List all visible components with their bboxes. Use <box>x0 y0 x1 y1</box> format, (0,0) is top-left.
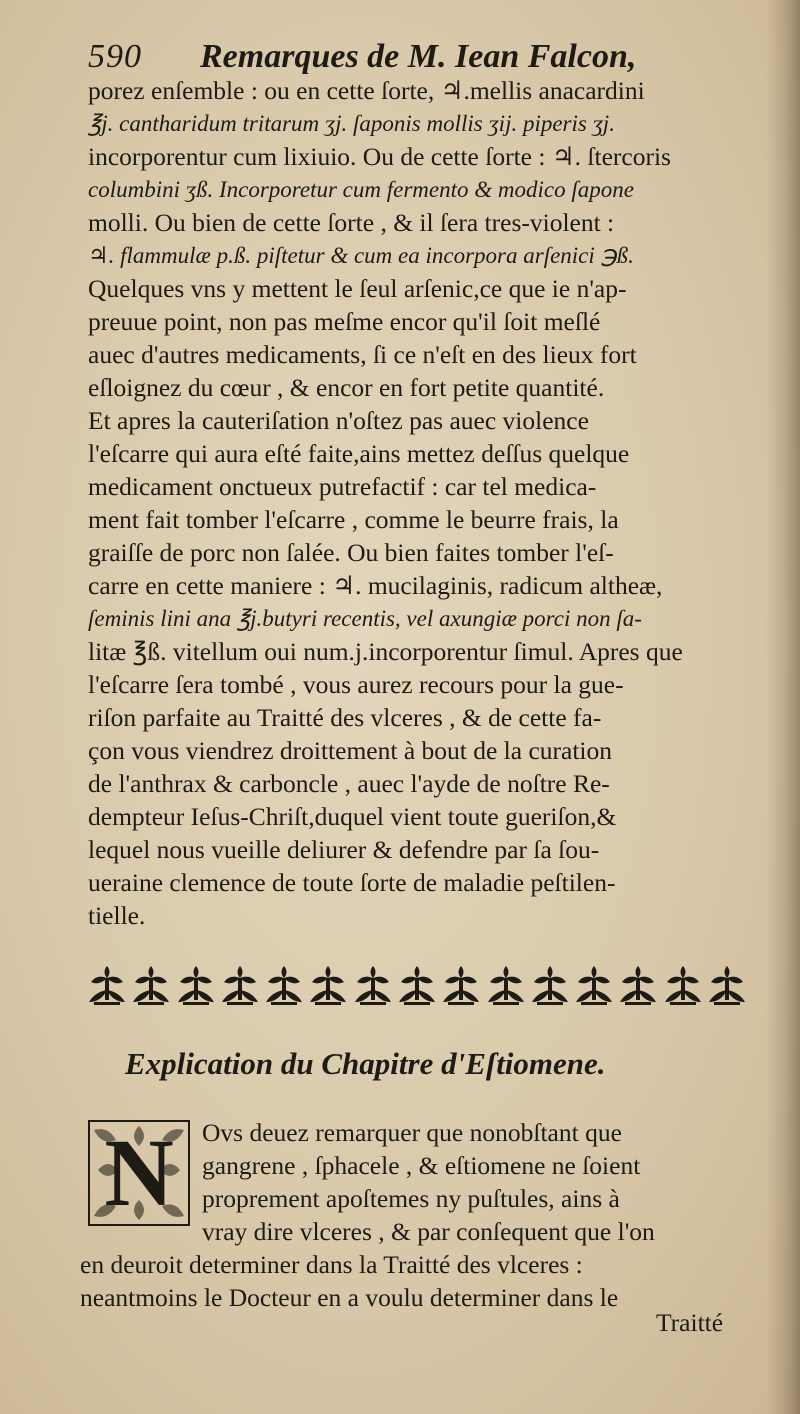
text-line: dempteur Ieſus-Chriſt,duquel vient toute gueriſon,& <box>88 802 617 831</box>
ornament-band <box>86 962 748 1010</box>
fleuron-icon <box>396 964 438 1008</box>
text-line: lequel nous vueille deliurer & defendre par ſa ſou- <box>88 835 600 864</box>
text-line: graiſſe de porc non ſalée. Ou bien faites tomber l'eſ- <box>88 538 614 567</box>
text-line: Et apres la cauteriſation n'oſtez pas auec violence <box>88 406 589 435</box>
fleuron-icon <box>485 964 527 1008</box>
text-line: ℥j. cantharidum tritarum ʒj. ſaponis mollis ʒij. piperis ʒj. <box>88 111 615 136</box>
text-line: molli. Ou bien de cette ſorte , & il ſera tres-violent : <box>88 208 615 237</box>
page-gutter-shadow <box>766 0 800 1414</box>
body-text-top <box>88 74 750 932</box>
fleuron-icon <box>175 964 217 1008</box>
catchword: Traitté <box>656 1308 724 1337</box>
section-title: Explication du Chapitre d'Eſtiomene. <box>125 1046 606 1081</box>
text-line: vray dire vlceres , & par conſequent que l'on <box>202 1217 655 1246</box>
dropcap-letter: N <box>104 1119 174 1226</box>
text-line: proprement apoſtemes ny puſtules, ains à <box>202 1184 620 1213</box>
text-line: de l'anthrax & carboncle , auec l'ayde de noſtre Re- <box>88 769 610 798</box>
decorated-initial <box>88 1120 190 1226</box>
running-head: Remarques de M. Iean Falcon, <box>200 38 637 75</box>
text-line: carre en cette maniere : ♃. mucilaginis, radicum altheæ, <box>88 571 663 600</box>
text-line: riſon parfaite au Traitté des vlceres , & de cette fa- <box>88 703 602 732</box>
fleuron-icon <box>352 964 394 1008</box>
text-line: columbini ʒß. Incorporetur cum fermento & modico ſapone <box>88 177 634 202</box>
text-line: auec d'autres medicaments, ſi ce n'eſt en des lieux fort <box>88 340 637 369</box>
text-line: eſloignez du cœur , & encor en fort petite quantité. <box>88 373 605 402</box>
text-line: neantmoins le Docteur en a voulu determiner dans le <box>80 1283 619 1312</box>
fleuron-icon <box>529 964 571 1008</box>
fleuron-icon <box>263 964 305 1008</box>
text-line: incorporentur cum lixiuio. Ou de cette ſorte : ♃. ſtercoris <box>88 142 671 171</box>
fleuron-icon <box>440 964 482 1008</box>
fleuron-icon <box>219 964 261 1008</box>
fleuron-icon <box>307 964 349 1008</box>
text-line: ♃. flammulæ p.ß. piſtetur & cum ea incorpora arſenici ℈ß. <box>88 243 634 268</box>
text-line: Ovs deuez remarquer que nonobſtant que <box>202 1118 622 1147</box>
text-line: tielle. <box>88 901 146 930</box>
fleuron-icon <box>130 964 172 1008</box>
body-text-indented <box>202 1116 750 1248</box>
text-line: litæ ℥ß. vitellum oui num.j.incorporentur ſimul. Apres que <box>88 637 683 666</box>
text-line: ſeminis lini ana ℥j.butyri recentis, vel axungiæ porci non ſa- <box>88 606 642 631</box>
text-line: porez enſemble : ou en cette ſorte, ♃.mellis anacardini <box>88 76 645 105</box>
text-line: ueraine clemence de toute ſorte de maladie peſtilen- <box>88 868 616 897</box>
page-number: 590 <box>88 38 142 75</box>
text-line: l'eſcarre ſera tombé , vous aurez recours pour la gue- <box>88 670 624 699</box>
fleuron-icon <box>573 964 615 1008</box>
fleuron-icon <box>706 964 748 1008</box>
text-line: çon vous viendrez droittement à bout de la curation <box>88 736 612 765</box>
fleuron-icon <box>617 964 659 1008</box>
text-line: ment fait tomber l'eſcarre , comme le beurre frais, la <box>88 505 619 534</box>
fleuron-icon <box>86 964 128 1008</box>
text-line: Quelques vns y mettent le ſeul arſenic,ce que ie n'ap- <box>88 274 627 303</box>
fleuron-icon <box>662 964 704 1008</box>
text-line: en deuroit determiner dans la Traitté des vlceres : <box>80 1250 583 1279</box>
body-text-bottom <box>80 1248 750 1314</box>
text-line: preuue point, non pas meſme encor qu'il ſoit meſlé <box>88 307 601 336</box>
text-line: medicament onctueux putrefactif : car tel medica- <box>88 472 597 501</box>
text-line: gangrene , ſphacele , & eſtiomene ne ſoient <box>202 1151 641 1180</box>
text-line: l'eſcarre qui aura eſté faite,ains mettez deſſus quelque <box>88 439 630 468</box>
